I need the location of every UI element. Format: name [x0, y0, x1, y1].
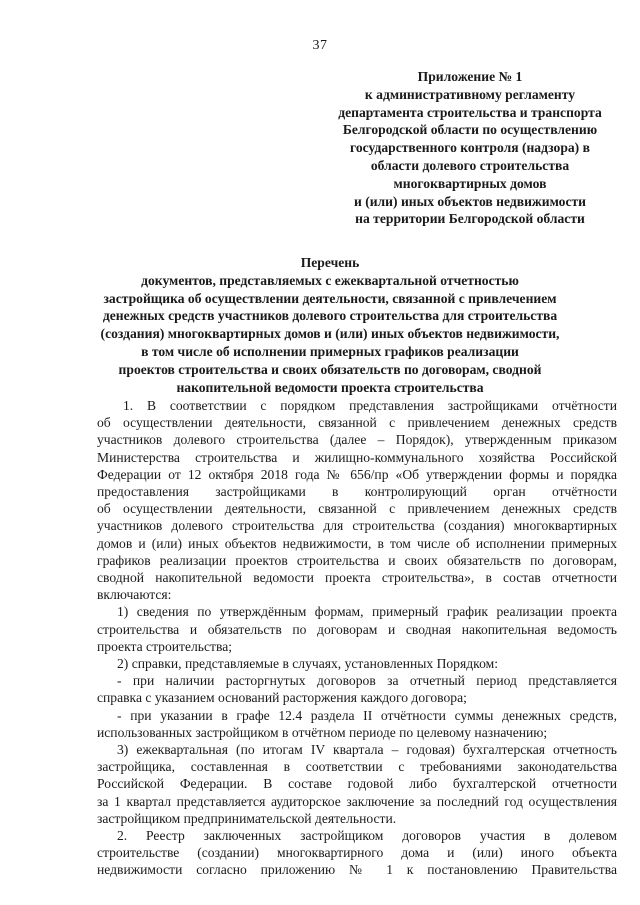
body-line: справка с указанием оснований расторжения каждого договора;: [97, 690, 467, 706]
title-line: документов, представляемых с ежеквартальной отчетностью: [141, 272, 519, 288]
body-line: Министерства строительства и жилищно-коммунального хозяйства Российской: [97, 449, 617, 465]
document-title: [60, 254, 600, 396]
appendix-line: Приложение № 1: [417, 69, 523, 84]
appendix-line: департамента строительства и транспорта: [338, 104, 602, 120]
appendix-line: многоквартирных домов: [393, 175, 547, 191]
body-line: графиков реализации проектов строительства и своих обязательств по договорам,: [97, 552, 617, 568]
page-number: 37: [312, 38, 328, 53]
body-line: застройщиком предпринимательской деятельности.: [97, 810, 397, 826]
body-line: застройщика, составленная в соответствии с требованиями законодательства: [97, 759, 617, 775]
title-line: накопительной ведомости проекта строительства: [176, 379, 484, 395]
body-line: строительстве (создании) многоквартирного дома и (или) иного объекта: [97, 845, 617, 861]
body-line: недвижимости согласно приложению № 1 к постановлению Правительства: [97, 862, 617, 878]
body-line: об осуществлении деятельности, связанной с привлечением денежных средств: [97, 415, 617, 431]
appendix-line: области долевого строительства: [370, 157, 570, 173]
body-line: 3) ежеквартальная (по итогам IV квартала – годовая) бухгалтерская отчетность: [117, 742, 617, 758]
body-line: Федерации от 12 октября 2018 года № 656/пр «Об утверждении формы и порядка: [97, 466, 617, 482]
title-line: застройщика об осуществлении деятельности, связанной с привлечением: [103, 290, 557, 306]
body-line: 2. Реестр заключенных застройщиком договоров участия в долевом: [117, 828, 617, 844]
appendix-line: Белгородской области по осуществлению: [342, 122, 598, 138]
appendix-line: государственного контроля (надзора) в: [350, 140, 590, 156]
body-line: использованных застройщиком в отчётном периоде по целевому назначению;: [97, 724, 548, 740]
body-line: 1. В соответствии с порядком представления застройщиками отчётности: [123, 398, 617, 413]
title-line: Перечень: [300, 255, 360, 270]
body-line: об осуществлении деятельности, связанной с привлечением денежных средств: [97, 501, 617, 517]
body-line: - при наличии расторгнутых договоров за отчетный период представляется: [117, 673, 617, 689]
body-line: проекта строительства;: [97, 638, 233, 654]
body-line: 2) справки, представляемые в случаях, установленных Порядком:: [117, 656, 498, 672]
appendix-line: к административному регламенту: [364, 86, 576, 102]
title-line: проектов строительства и своих обязательств по договорам, сводной: [118, 361, 542, 377]
body-line: участников долевого строительства для строительства (создания) многоквартирных: [97, 518, 617, 534]
title-line: (создания) многоквартирных домов и (или) иных объектов недвижимости,: [100, 326, 560, 342]
appendix-line: на территории Белгородской области: [355, 211, 585, 227]
body-line: домов и (или) иных объектов недвижимости, в том числе об исполнении примерных: [97, 535, 617, 551]
appendix-line: и (или) иных объектов недвижимости: [353, 193, 587, 209]
body-line: за 1 квартал представляется аудиторское заключение за последний год осуществления: [97, 793, 617, 809]
body-line: - при указании в графе 12.4 раздела II отчётности суммы денежных средств,: [117, 707, 617, 723]
title-line: в том числе об исполнении примерных графиков реализации: [141, 343, 519, 359]
body-line: предоставления застройщиками в контролирующий орган отчётности: [97, 484, 617, 500]
body-line: участников долевого строительства (далее – Порядок), утвержденным приказом: [97, 432, 617, 448]
body-line: 1) сведения по утверждённым формам, примерный график реализации проекта: [117, 604, 617, 620]
appendix-header: [300, 68, 640, 228]
body-line: включаются:: [97, 587, 172, 603]
title-line: денежных средств участников долевого строительства для строительства: [102, 308, 558, 324]
body-line: строительства и обязательств по договорам и сводная накопительная ведомость: [97, 621, 617, 637]
document-body: [97, 397, 617, 879]
body-line: Российской Федерации. В составе годовой либо бухгалтерской отчетности: [97, 776, 617, 792]
body-line: сводной накопительной ведомости проекта строительства», в состав отчетности: [97, 570, 617, 586]
